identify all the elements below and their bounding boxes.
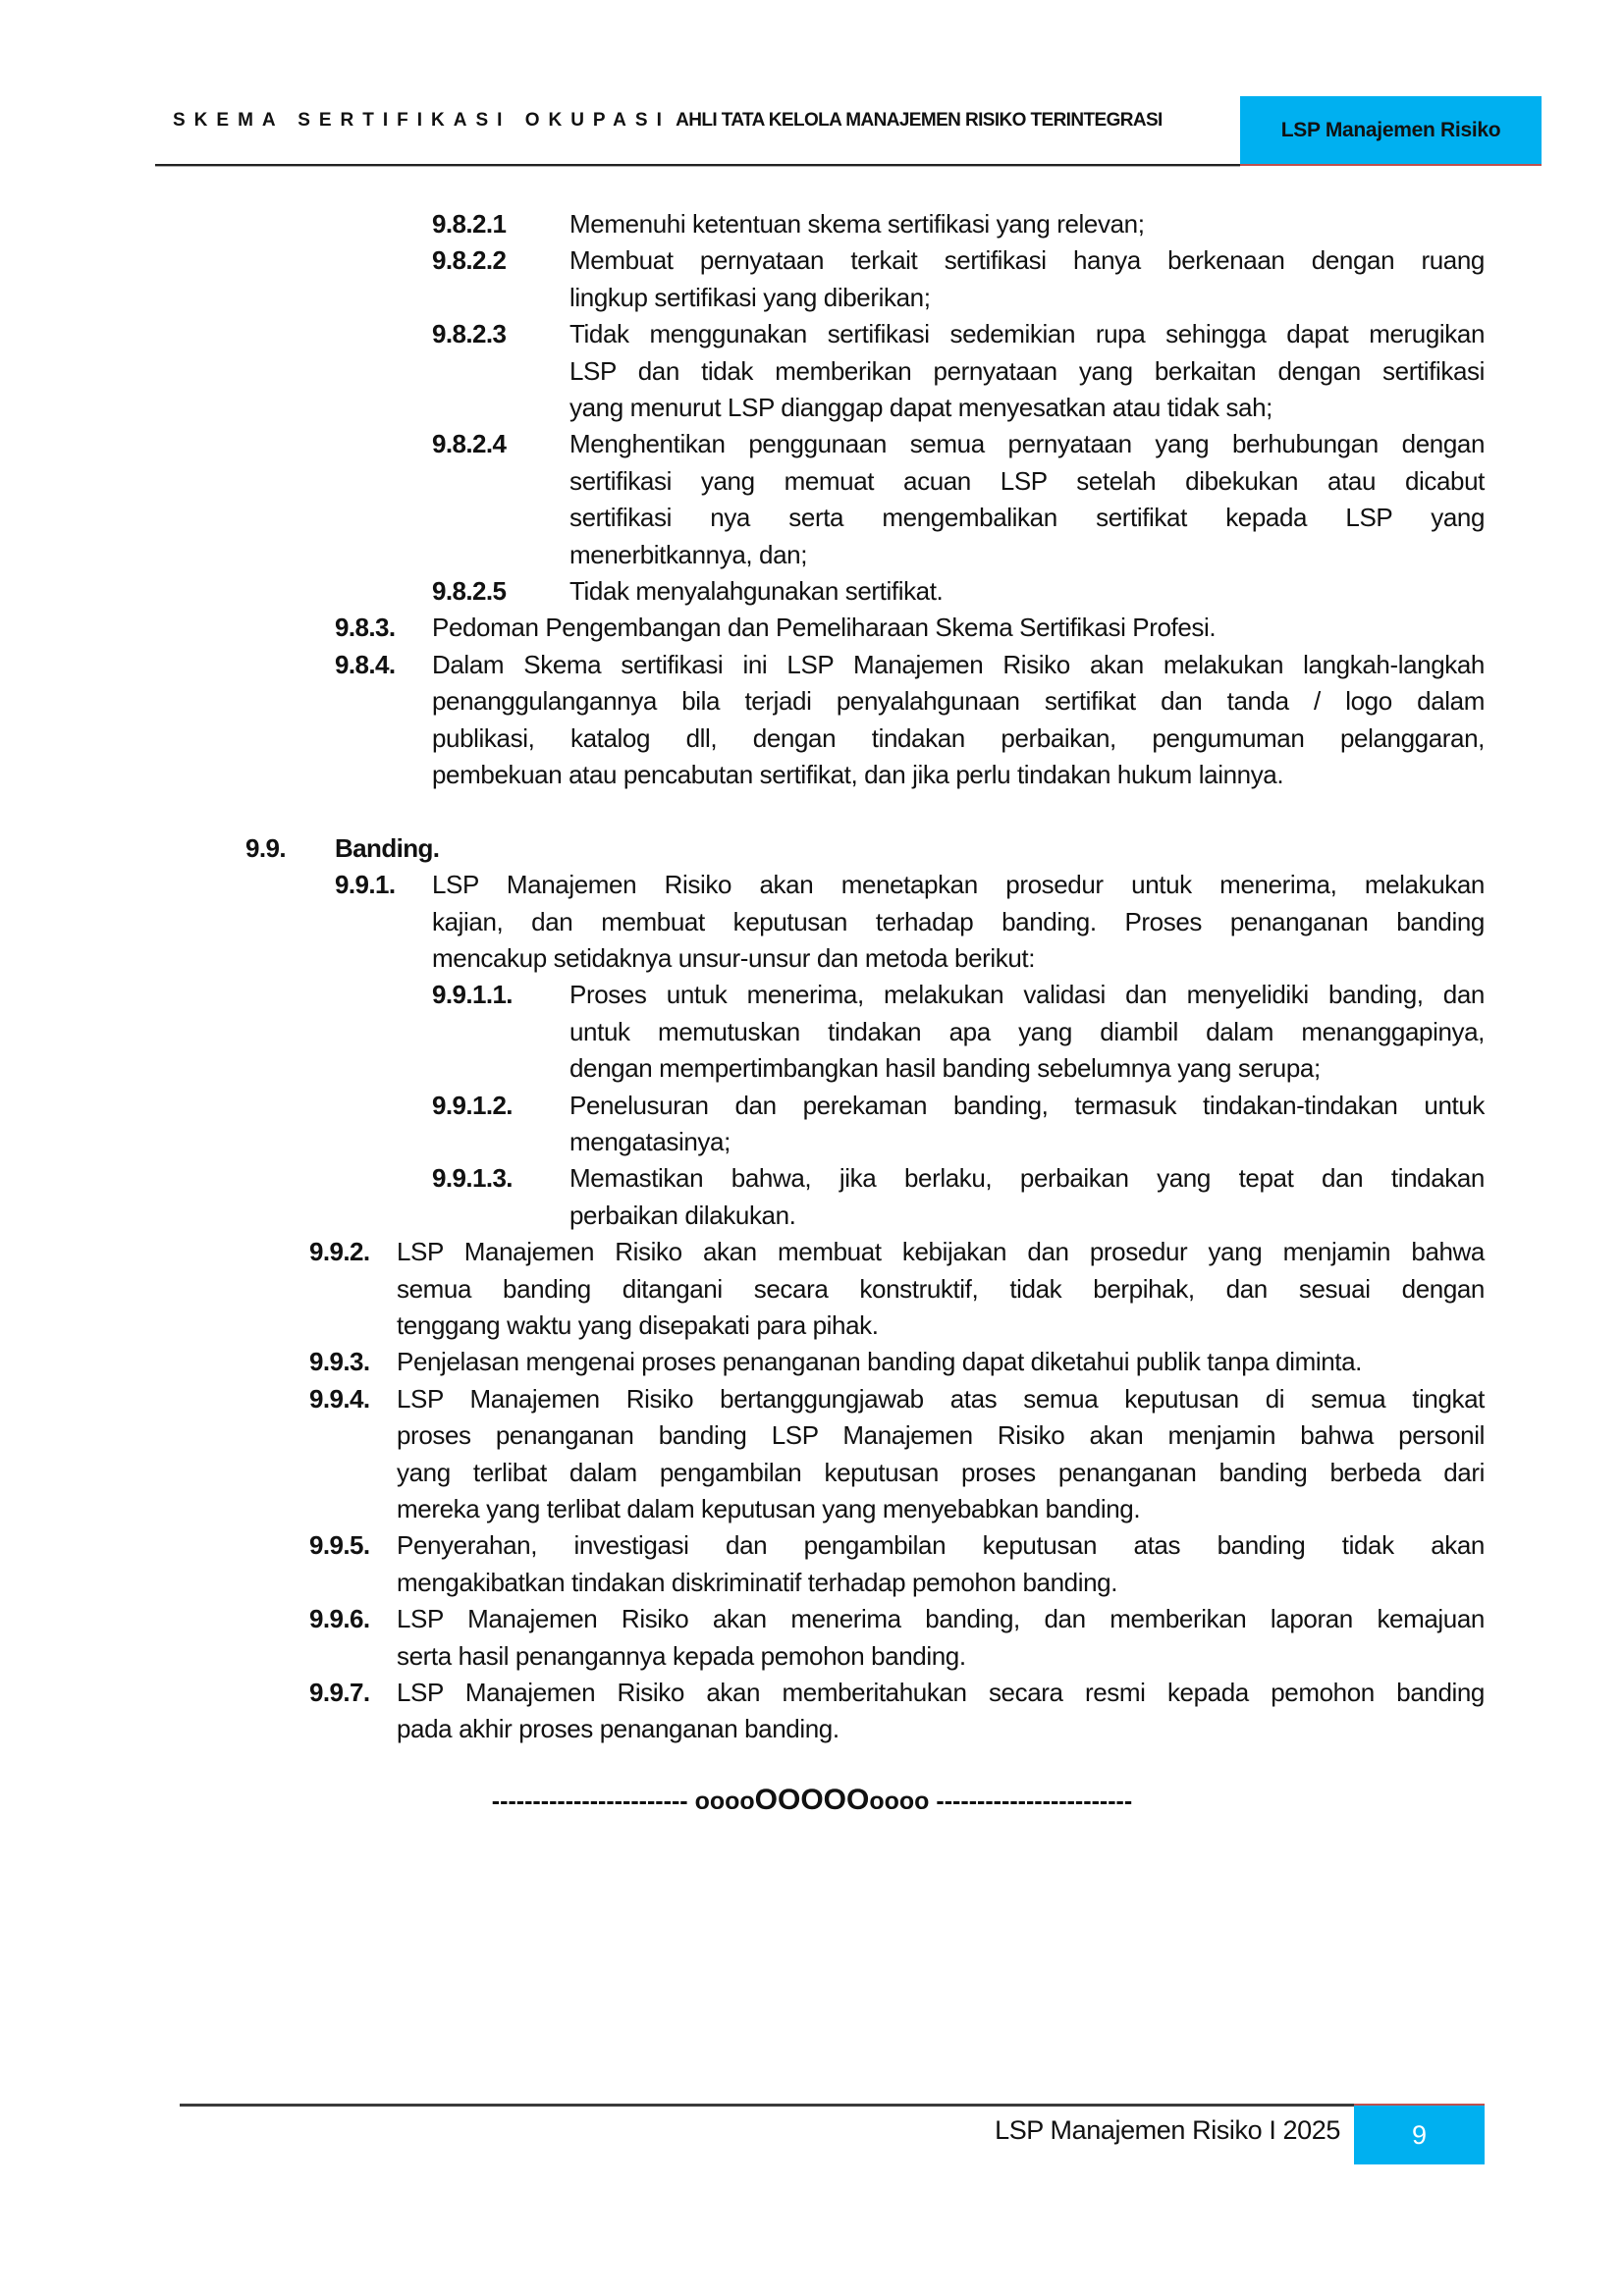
item-text-line: pembekuan atau pencabutan sertifikat, dan jika perlu tindakan hukum lainnya. — [432, 760, 1284, 789]
item-text-line: proses penanganan banding LSP Manajemen Risiko akan menjamin bahwa personil — [397, 1420, 1485, 1451]
item-number: 9.8.2.4 — [432, 429, 507, 459]
item-text-line: mengakibatkan tindakan diskriminatif terhadap pemohon banding. — [397, 1567, 1118, 1597]
item-text-line: LSP dan tidak memberikan pernyataan yang berkaitan dengan sertifikasi — [569, 355, 1485, 386]
separator-dashes-left: ------------------------ — [491, 1788, 688, 1815]
item-text-line: menerbitkannya, dan; — [569, 539, 808, 569]
item-text-line: LSP Manajemen Risiko akan membuat kebijakan dan prosedur yang menjamin bahwa — [397, 1237, 1485, 1267]
item-text-line: Dalam Skema sertifikasi ini LSP Manajemen Risiko akan melakukan langkah-langkah — [432, 649, 1485, 679]
item-text-line: publikasi, katalog dll, dengan tindakan perbaikan, pengumuman pelanggaran, — [432, 722, 1485, 753]
page-number: 9 — [1411, 2119, 1428, 2150]
item-text-line: mereka yang terlibat dalam keputusan yang menyebabkan banding. — [397, 1494, 1141, 1523]
item-text-line: mengatasinya; — [569, 1127, 731, 1156]
item-text-line: LSP Manajemen Risiko akan memberitahukan secara resmi kepada pemohon banding — [397, 1678, 1485, 1707]
footer-rule — [180, 2104, 1354, 2107]
item-text-line: LSP Manajemen Risiko bertanggungjawab atas semua keputusan di semua tingkat — [397, 1383, 1485, 1414]
item-text-line: Pedoman Pengembangan dan Pemeliharaan Skema Sertifikasi Profesi. — [432, 613, 1217, 643]
item-text-line: tenggang waktu yang disepakati para pihak. — [397, 1310, 879, 1340]
header-badge-label: LSP Manajemen Risiko — [1280, 118, 1501, 141]
item-text-line: lingkup sertifikasi yang diberikan; — [569, 282, 931, 312]
item-number: 9.9.6. — [309, 1604, 370, 1634]
header-badge — [1240, 96, 1542, 166]
page-number-badge — [1354, 2104, 1485, 2164]
item-text-line: Tidak menggunakan sertifikasi sedemikian rupa sehingga dapat merugikan — [569, 319, 1485, 349]
item-number: 9.9.2. — [309, 1237, 370, 1267]
item-text-line: Membuat pernyataan terkait sertifikasi hanya berkenaan dengan ruang — [569, 245, 1485, 276]
item-text-line: pada akhir proses penanganan banding. — [397, 1714, 839, 1744]
item-text-line: sertifikasi yang memuat acuan LSP setelah dibekukan atau dicabut — [569, 465, 1485, 496]
item-text-line: perbaikan dilakukan. — [569, 1200, 796, 1230]
item-text-line: Penyerahan, investigasi dan pengambilan keputusan atas banding tidak akan — [397, 1530, 1485, 1561]
footer-text: LSP Manajemen Risiko I 2025 — [995, 2115, 1340, 2145]
item-text-line: yang terlibat dalam pengambilan keputusan proses penanganan banding berbeda dari — [397, 1457, 1485, 1487]
separator-small-left: oooo — [694, 1788, 755, 1815]
item-number: 9.8.2.2 — [432, 245, 507, 276]
item-number: 9.8.2.5 — [432, 576, 507, 606]
item-text-line: LSP Manajemen Risiko akan menerima banding, dan memberikan laporan kemajuan — [397, 1604, 1485, 1634]
item-number: 9.8.3. — [335, 613, 396, 643]
item-text-line: kajian, dan membuat keputusan terhadap banding. Proses penanganan banding — [432, 906, 1485, 936]
item-number: 9.8.2.3 — [432, 319, 507, 349]
item-text-line: semua banding ditangani secara konstruktif, tidak berpihak, dan sesuai dengan — [397, 1273, 1485, 1304]
item-number: 9.9.1.1. — [432, 980, 513, 1010]
item-number: 9.9.3. — [309, 1347, 370, 1377]
separator-big: OOOOO — [754, 1784, 870, 1816]
item-text-line: dengan mempertimbangkan hasil banding sebelumnya yang serupa; — [569, 1053, 1321, 1084]
separator-small-right: oooo — [869, 1788, 930, 1815]
item-number: 9.9.1.3. — [432, 1163, 513, 1194]
item-number: 9.9.1.2. — [432, 1090, 513, 1120]
item-text-line: untuk memutuskan tindakan apa yang diambil dalam menanggapinya, — [569, 1016, 1485, 1046]
item-text-line: Penelusuran dan perekaman banding, termasuk tindakan-tindakan untuk — [569, 1090, 1485, 1120]
item-text-line: Menghentikan penggunaan semua pernyataan yang berhubungan dengan — [569, 429, 1485, 459]
item-text-line: penanggulangannya bila terjadi penyalahgunaan sertifikat dan tanda / logo dalam — [432, 686, 1485, 717]
item-number: 9.8.2.1 — [432, 209, 507, 239]
item-text-line: sertifikasi nya serta mengembalikan sertifikat kepada LSP yang — [569, 503, 1485, 533]
separator-dashes-right: ------------------------ — [936, 1788, 1133, 1815]
item-text-line: Memenuhi ketentuan skema sertifikasi yang relevan; — [569, 209, 1145, 239]
item-text-line: Tidak menyalahgunakan sertifikat. — [569, 576, 944, 606]
item-text-line: mencakup setidaknya unsur-unsur dan metoda berikut: — [432, 943, 1036, 973]
item-number: 9.9.4. — [309, 1383, 370, 1414]
item-text-line: Penjelasan mengenai proses penanganan banding dapat diketahui publik tanpa diminta. — [397, 1347, 1363, 1377]
item-number: 9.9.7. — [309, 1678, 370, 1707]
item-text-line: Memastikan bahwa, jika berlaku, perbaikan yang tepat dan tindakan — [569, 1163, 1485, 1194]
header-title-scheme: SKEMA SERTIFIKASI OKUPASI — [173, 110, 671, 131]
header-title — [173, 110, 1163, 132]
header-title-occupation: AHLI TATA KELOLA MANAJEMEN RISIKO TERINTEGRASI — [676, 110, 1163, 131]
item-text-line: yang menurut LSP dianggap dapat menyesatkan atau tidak sah; — [569, 393, 1272, 422]
item-number: 9.9. — [245, 832, 286, 863]
item-number: Banding. — [335, 832, 440, 863]
end-separator — [0, 1782, 1624, 1820]
item-number: 9.9.1. — [335, 870, 396, 900]
item-number: 9.9.5. — [309, 1530, 370, 1561]
item-text-line: serta hasil penangannya kepada pemohon banding. — [397, 1640, 966, 1671]
item-text-line: Proses untuk menerima, melakukan validasi dan menyelidiki banding, dan — [569, 980, 1485, 1010]
item-number: 9.8.4. — [335, 649, 396, 679]
header-rule — [155, 164, 1240, 167]
item-text-line: LSP Manajemen Risiko akan menetapkan prosedur untuk menerima, melakukan — [432, 870, 1485, 900]
